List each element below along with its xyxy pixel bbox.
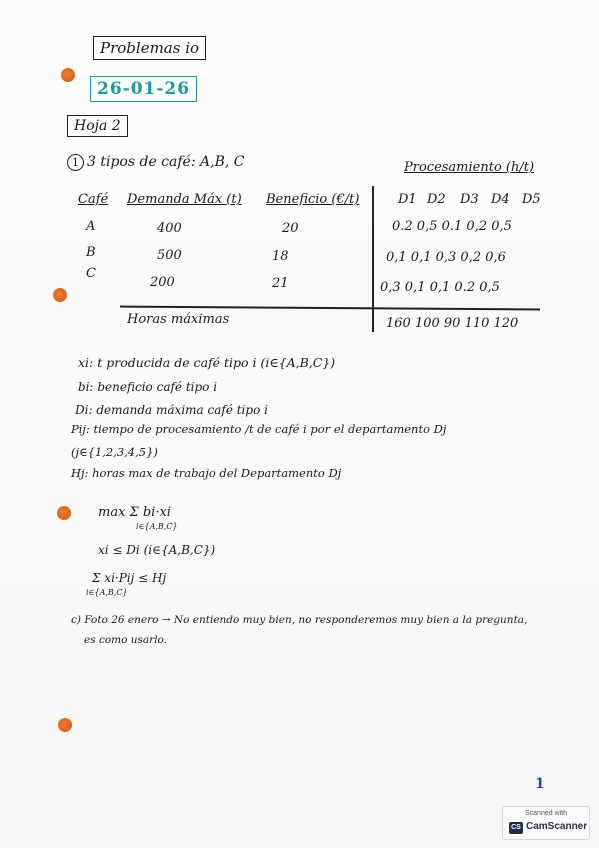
row-c-proc: 0,3 0,1 0,1 0.2 0,5	[380, 280, 500, 295]
binder-hole-2	[53, 288, 67, 302]
note-line-2: es como usarlo.	[84, 634, 168, 646]
col-header-beneficio: Beneficio (€/t)	[266, 192, 360, 207]
camscanner-logo-icon: CS	[509, 822, 523, 834]
dept-header-4: D4	[491, 192, 510, 207]
dept-header-3: D3	[460, 192, 479, 207]
constraint-hours-subscript: i∈{A,B,C}	[86, 588, 128, 597]
row-b-cafe: B	[86, 245, 96, 260]
definition-j-set: (j∈{1,2,3,4,5})	[71, 445, 158, 459]
row-b-beneficio: 18	[272, 249, 289, 264]
objective-function: max Σ bi·xi	[98, 505, 171, 520]
col-header-cafe: Café	[78, 192, 109, 207]
definition-b: bi: beneficio café tipo i	[78, 380, 218, 394]
row-a-cafe: A	[86, 219, 96, 234]
sheet-label: Hoja 2	[67, 115, 128, 137]
dept-header-5: D5	[522, 192, 541, 207]
camscanner-name: CamScanner	[526, 821, 588, 832]
row-a-demanda: 400	[157, 221, 182, 236]
definition-x: xi: t producida de café tipo i (i∈{A,B,C})	[78, 355, 336, 370]
definition-h: Hj: horas max de trabajo del Departamento Dj	[71, 466, 342, 480]
definition-p: Pij: tiempo de procesamiento /t de café i por el departamento Dj	[71, 422, 447, 436]
col-header-demanda: Demanda Máx (t)	[127, 192, 242, 207]
row-c-demanda: 200	[150, 275, 175, 290]
table-vertical-divider	[372, 186, 374, 332]
row-b-proc: 0,1 0,1 0,3 0,2 0,6	[386, 250, 506, 265]
problem-number: 1	[67, 154, 84, 171]
processing-title: Procesamiento (h/t)	[404, 160, 535, 175]
objective-subscript: i∈{A,B,C}	[136, 522, 178, 531]
date-label: 26-01-26	[90, 76, 197, 102]
scanned-with-label: Scanned with	[524, 810, 568, 817]
binder-hole-4	[58, 718, 72, 732]
dept-header-1: D1	[398, 192, 417, 207]
row-a-proc: 0.2 0,5 0.1 0,2 0,5	[392, 219, 512, 234]
row-c-beneficio: 21	[272, 276, 289, 291]
constraint-demand: xi ≤ Di (i∈{A,B,C})	[98, 543, 216, 557]
footer-label: Horas máximas	[127, 312, 230, 327]
page-number: 1	[535, 776, 545, 792]
problem-statement	[67, 154, 244, 171]
binder-hole-1	[61, 68, 75, 82]
note-line-1: c) Foto 26 enero → No entiendo muy bien, no responderemos muy bien a la pregunta,	[71, 614, 528, 626]
dept-header-2: D2	[427, 192, 446, 207]
row-c-cafe: C	[86, 266, 96, 281]
binder-hole-3	[57, 506, 71, 520]
footer-values: 160 100 90 110 120	[386, 316, 519, 331]
page-title: Problemas io	[93, 36, 206, 60]
row-b-demanda: 500	[157, 248, 182, 263]
camscanner-watermark	[502, 806, 590, 840]
row-a-beneficio: 20	[282, 221, 299, 236]
problem-text: 3 tipos de café: A,B, C	[87, 154, 245, 170]
constraint-hours: Σ xi·Pij ≤ Hj	[92, 571, 167, 585]
definition-d: Di: demanda máxima café tipo i	[75, 403, 268, 417]
table-horizontal-divider	[120, 306, 540, 310]
